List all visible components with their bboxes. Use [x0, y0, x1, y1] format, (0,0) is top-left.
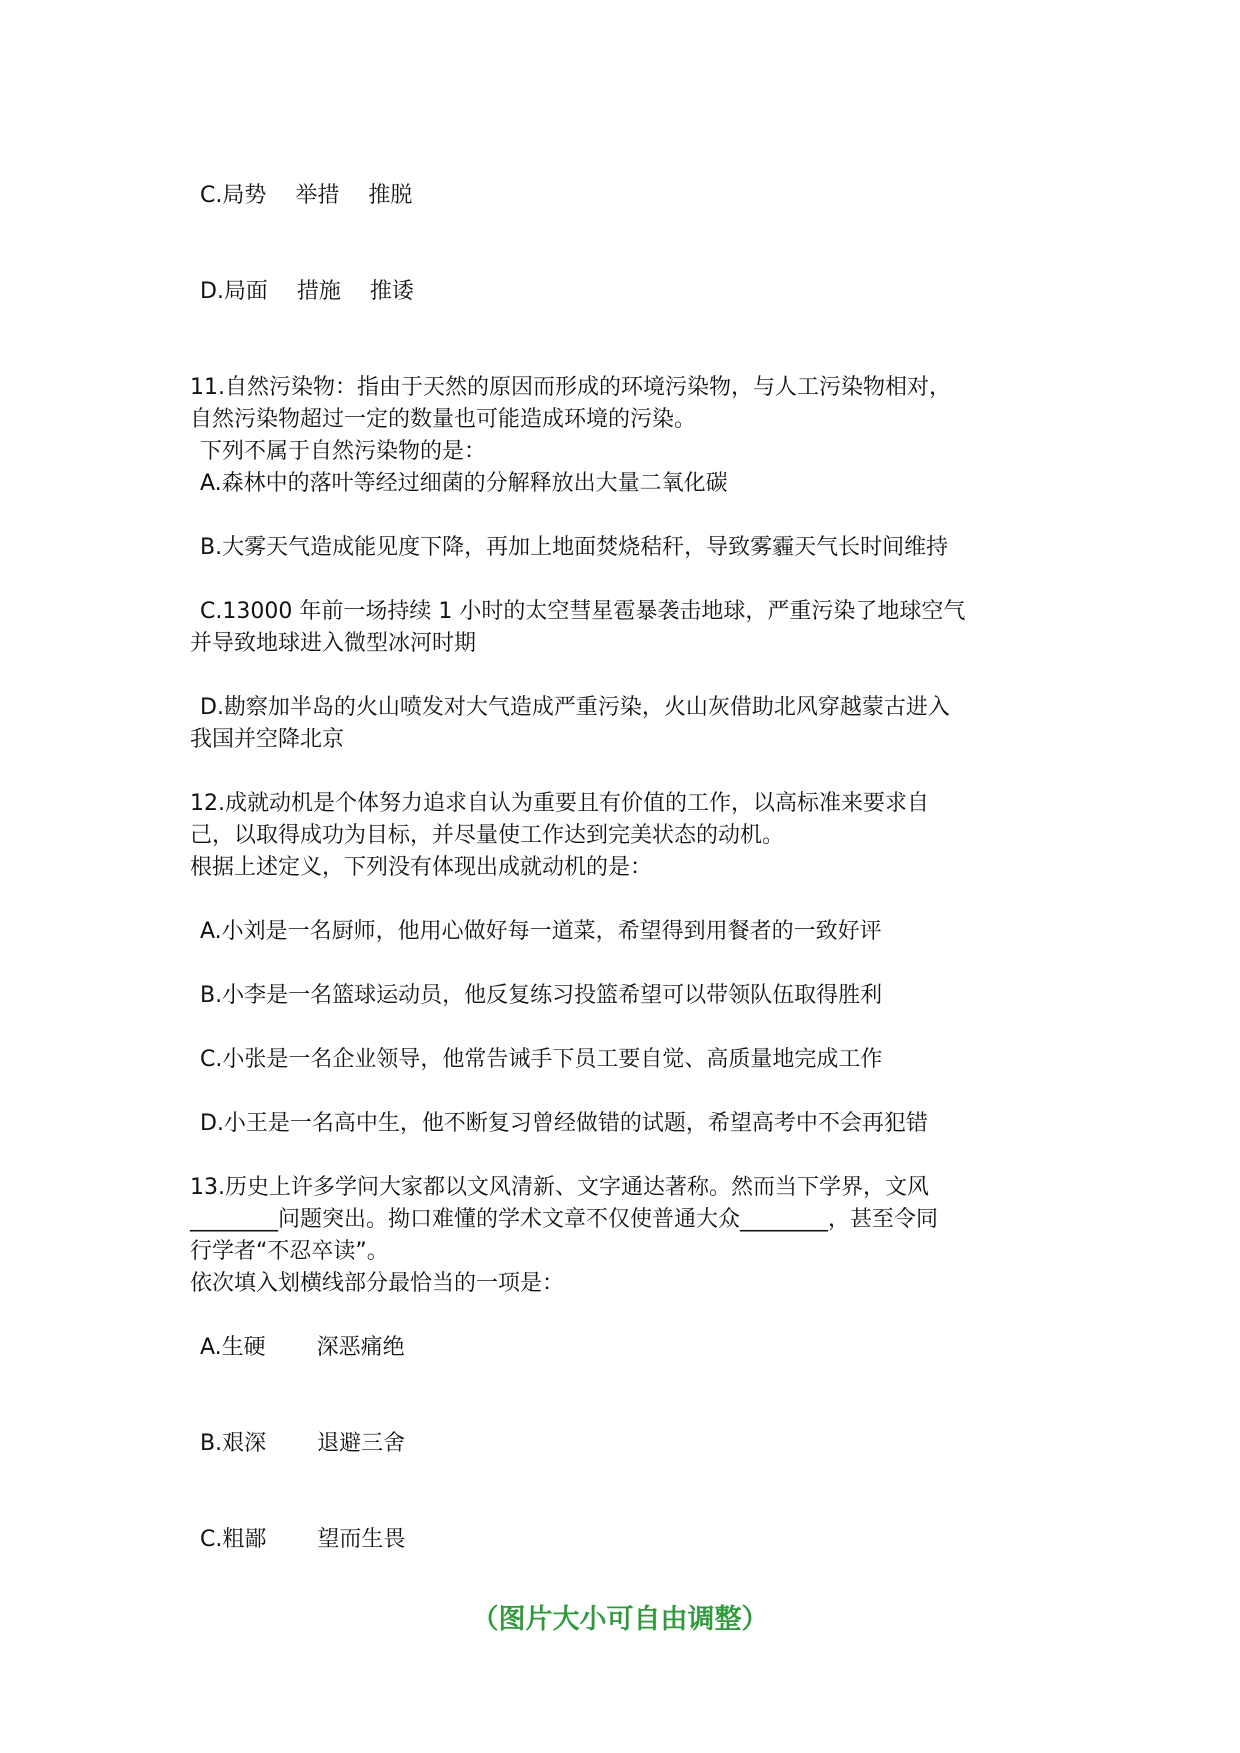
q12-option-c: C.小张是一名企业领导，他常告诫手下员工要自觉、高质量地完成工作 [200, 1047, 883, 1072]
q12-stem-line-2: 己，以取得成功为目标，并尽量使工作达到完美状态的动机。 [190, 823, 785, 848]
q12-option-b: B.小李是一名篮球运动员，他反复练习投篮希望可以带领队伍取得胜利 [200, 983, 883, 1008]
resize-note: （图片大小可自由调整） [471, 1604, 769, 1635]
q11-option-a: A.森林中的落叶等经过细菌的分解释放出大量二氧化碳 [200, 471, 728, 496]
q12-stem-line-1: 12.成就动机是个体努力追求自认为重要且有价值的工作，以高标准来要求自 [190, 791, 929, 816]
q11-option-b: B.大雾天气造成能见度下降，再加上地面焚烧秸秆，导致雾霾天气长时间维持 [200, 535, 949, 560]
q11-stem-line-1: 11.自然污染物：指由于天然的原因而形成的环境污染物，与人工污染物相对， [190, 375, 951, 400]
q11-option-d-line-2: 我国并空降北京 [190, 727, 345, 752]
q13-option-a: A.生硬 深恶痛绝 [200, 1335, 405, 1360]
q10-option-c: C.局势 举措 推脱 [200, 183, 413, 208]
q12-option-d: D.小王是一名高中生，他不断复习曾经做错的试题，希望高考中不会再犯错 [200, 1111, 928, 1136]
q11-option-c-line-1: C.13000 年前一场持续 1 小时的太空彗星雹暴袭击地球，严重污染了地球空气 [200, 599, 966, 624]
q11-stem-line-2: 自然污染物超过一定的数量也可能造成环境的污染。 [190, 407, 697, 432]
q13-stem-line-3: 行学者“不忍卒读”。 [190, 1239, 389, 1264]
q13-question: 依次填入划横线部分最恰当的一项是： [190, 1271, 565, 1296]
q13-stem-line-2: ________问题突出。拗口难懂的学术文章不仅使普通大众________，甚至令同 [190, 1207, 939, 1232]
q11-question: 下列不属于自然污染物的是： [200, 439, 487, 464]
q12-question: 根据上述定义，下列没有体现出成就动机的是： [190, 855, 653, 880]
q13-option-c: C.粗鄙 望而生畏 [200, 1527, 406, 1552]
q13-option-b: B.艰深 退避三舍 [200, 1431, 406, 1456]
q10-option-d: D.局面 措施 推诿 [200, 279, 414, 304]
q11-option-c-line-2: 并导致地球进入微型冰河时期 [190, 631, 477, 656]
q12-option-a: A.小刘是一名厨师，他用心做好每一道菜，希望得到用餐者的一致好评 [200, 919, 882, 944]
q13-stem-line-1: 13.历史上许多学问大家都以文风清新、文字通达著称。然而当下学界，文风 [190, 1175, 929, 1200]
q11-option-d-line-1: D.勘察加半岛的火山喷发对大气造成严重污染，火山灰借助北风穿越蒙古进入 [200, 695, 950, 720]
